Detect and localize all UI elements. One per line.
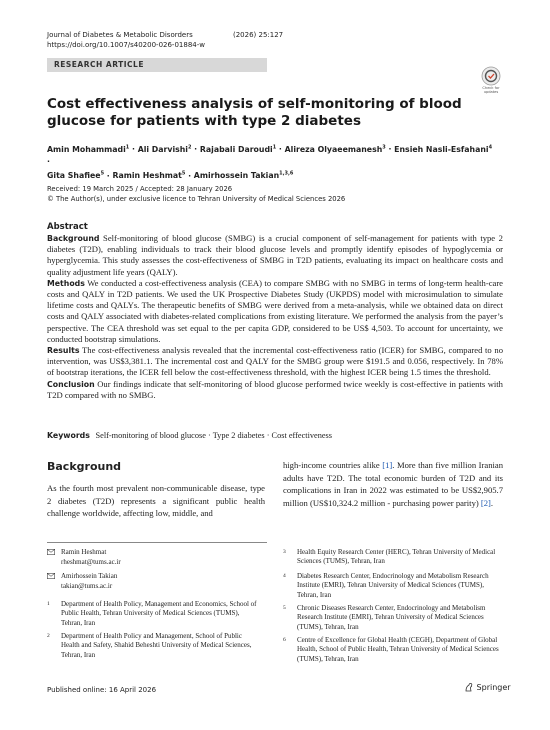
keywords-list: Self-monitoring of blood glucose · Type 2 diabetes · Cost effectiveness — [95, 431, 332, 440]
correspondence-entry — [47, 548, 267, 568]
section-heading-background: Background — [47, 460, 122, 473]
body-paragraph: As the fourth most prevalent non-communicable disease, type 2 diabetes (T2D) represents a significant public health challenge worldwide, affecting low, middle, and — [47, 483, 265, 519]
publisher-name: Springer — [476, 683, 511, 692]
check-for-updates-label: Check for updates — [482, 86, 500, 94]
published-date: Published online: 16 April 2026 — [47, 686, 157, 694]
body-column-right — [283, 459, 503, 509]
affiliation-entry: 4 Diabetes Research Center, Endocrinology and Metabolism Research Institute (EMRI), Tehran University of Medical Sciences (TUMS), Tehran, Iran — [283, 572, 489, 599]
correspondence-entry — [47, 572, 267, 592]
correspondence-name: Amirhossein Takian — [61, 572, 118, 580]
reference-link[interactable]: [1] — [382, 460, 393, 470]
publisher-logo[interactable] — [464, 682, 511, 692]
abstract-conclusion: Conclusion Our findings indicate that self-monitoring of blood glucose performed twice weekly is cost-effective in patients with T2D compared with no SMBG. — [47, 378, 503, 400]
abstract-heading: Abstract — [47, 222, 88, 232]
springer-horse-icon — [464, 682, 474, 692]
abstract-body — [47, 233, 503, 401]
body-paragraph: high-income countries alike [1]. More than five million Iranian adults have T2D. The total economic burden of T2D and its complications in Iran in 2022 was estimated to be US$2,905.7 million (US$10,324.2 million - purchasing power parity) [2]. — [283, 460, 503, 508]
journal-line — [47, 30, 283, 40]
author-name[interactable]: Alireza Olyaeemanesh$^3$ — [284, 144, 386, 154]
author-name[interactable]: Ensieh Nasli-Esfahani$^4$ — [394, 144, 493, 154]
affiliation-entry: 1 Department of Health Policy, Management and Economics, School of Public Health, Tehran University of Medical Sciences (TUMS), Tehran, Iran — [47, 600, 257, 627]
journal-name: Journal of Diabetes & Metabolic Disorders — [47, 31, 193, 39]
journal-citation: (2026) 25:127 — [233, 31, 284, 39]
abstract-results: Results The cost-effectiveness analysis revealed that the incremental cost-effectiveness ratio (ICER) for SMBG, compared to no intervention, was US$3,381.1. The incremental cost and QALY for the SMBG group were $191.5 and 0.056, respectively. In 78% of bootstrap iterations, the ICER fell below the cost-effectiveness threshold, with the highest ICER being 1.5 times the threshold. — [47, 345, 503, 378]
envelope-icon — [47, 573, 55, 579]
doi-link[interactable]: https://doi.org/10.1007/s40200-026-01884-w — [47, 41, 205, 49]
article-dates: Received: 19 March 2025 / Accepted: 28 January 2026 — [47, 185, 233, 193]
author-name[interactable]: Ramin Heshmat$^5$ — [112, 170, 186, 181]
affiliation-entry: 5 Chronic Diseases Research Center, Endocrinology and Metabolism Research Institute (EMRI), Tehran University of Medical Sciences (TUMS), Tehran, Iran — [283, 604, 486, 631]
abstract-methods: Methods We conducted a cost-effectiveness analysis (CEA) to compare SMBG with no SMBG in terms of long-term health-care costs and QALY in T2D patients. We used the UK Prospective Diabetes Study (UKPDS) model with microsimulation to simulate lifetime costs and QALYs. The therapeutic benefits of SMBG were derived from a meta-analysis, while we obtained data on direct costs and QALY associated with diabetes-related complications from existing literature. We performed the analysis from the payer’s perspective. The CEA threshold was set equal to the per capita GDP, considered to be US$ 4,503. To account for uncertainty, we conducted bootstrap simulations. — [47, 277, 503, 344]
correspondence-name: Ramin Heshmat — [61, 548, 107, 556]
affiliation-entry: 2 Department of Health Policy and Management, School of Public Health and Safety, Shahid Beheshti University of Medical Sciences, Tehran, Iran — [47, 632, 252, 659]
correspondence-email[interactable]: rheshmat@tums.ac.ir — [61, 558, 121, 566]
affiliation-entry: 3 Health Equity Research Center (HERC), Tehran University of Medical Sciences (TUMS), Tehran, Iran — [283, 548, 496, 566]
envelope-icon — [47, 549, 55, 555]
affiliation-entry: 6 Centre of Excellence for Global Health (CEGH), Department of Global Health, School of Public Health, Tehran University of Medical Sciences (TUMS), Tehran, Iran — [283, 636, 499, 663]
article-type-banner — [47, 58, 267, 72]
abstract-background: Background Self-monitoring of blood glucose (SMBG) is a crucial component of self-management for patients with type 2 diabetes (T2D), enabling individuals to track their blood glucose levels and promptly identify episodes of hypoglycemia or hyperglycemia. This study assesses the cost-effectiveness of SMBG in T2D patients, evaluating its impact on healthcare costs and quality adjustment life years (QALY). — [47, 233, 503, 277]
keywords-label: Keywords — [47, 431, 90, 440]
reference-link[interactable]: [2] — [480, 497, 491, 508]
author-name[interactable]: Ali Darvishi$^2$ — [137, 144, 192, 154]
article-title: Cost effectiveness analysis of self-monitoring of blood glucose for patients with type 2 diabetes — [47, 96, 462, 129]
author-name[interactable]: Rajabali Daroudi$^1$ — [199, 144, 277, 154]
copyright-notice: © The Author(s), under exclusive licence to Tehran University of Medical Sciences 2026 — [47, 195, 346, 203]
author-name[interactable]: Amirhossein Takian$^{1,3,6}$ — [193, 170, 294, 181]
author-name[interactable]: Amin Mohammadi$^1$ — [47, 144, 130, 154]
author-name[interactable]: Gita Shafiee$^5$ — [47, 170, 105, 181]
body-column-left — [47, 482, 265, 520]
footnote-divider — [47, 542, 267, 543]
check-for-updates-badge[interactable] — [478, 66, 504, 96]
article-type-label: RESEARCH ARTICLE — [54, 60, 144, 69]
keywords — [47, 430, 332, 440]
author-list: Amin Mohammadi$^1$ · Ali Darvishi$^2$ · Rajabali Daroudi$^1$ · Alireza Olyaeemanesh$^3$ · Ensieh Nasli-Esfahani$^4$ · Gita Shafiee$^5$ · Ramin Heshmat$^5$ · Amirhossein Takian$^{1,3,6}$ — [47, 144, 493, 181]
correspondence-email[interactable]: takian@tums.ac.ir — [61, 582, 113, 590]
